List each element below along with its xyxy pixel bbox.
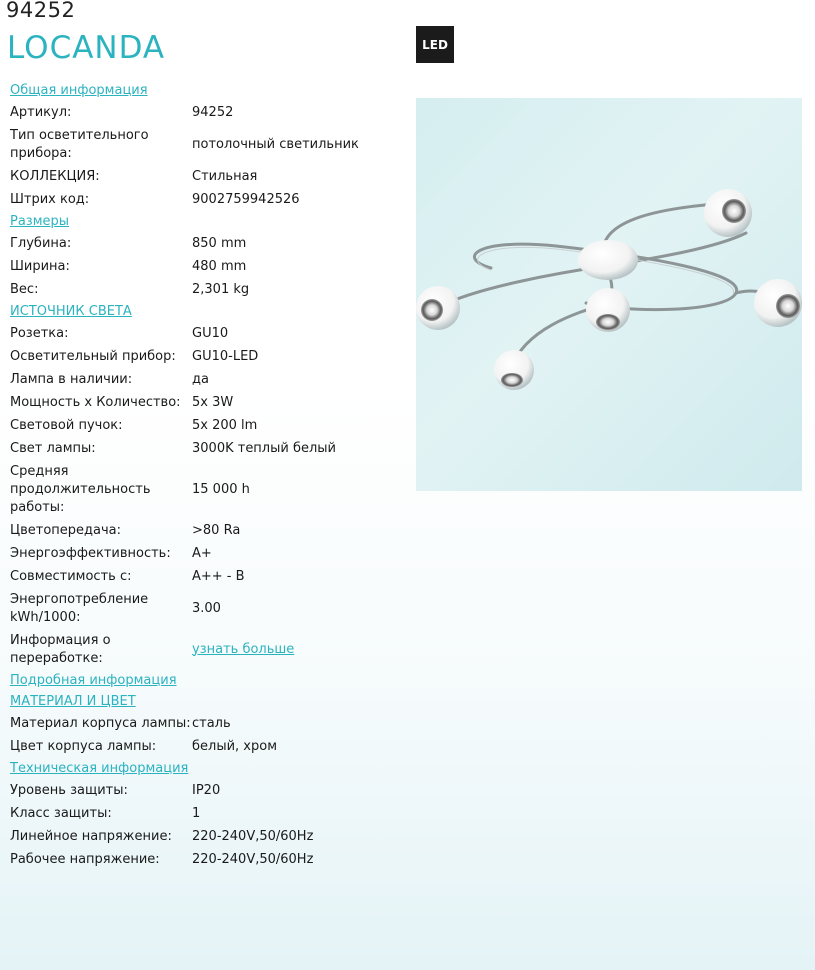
- spec-row: [10, 519, 410, 542]
- spec-label: Информация о переработке:: [10, 632, 111, 666]
- spec-value: 15 000 h: [192, 481, 250, 497]
- spec-row: [10, 368, 410, 391]
- spec-row: [10, 848, 410, 871]
- spec-label: Осветительный прибор:: [10, 348, 176, 364]
- section-link-3[interactable]: Подробная информация: [10, 673, 177, 688]
- spec-row: [10, 255, 410, 278]
- section-link-0[interactable]: Общая информация: [10, 83, 148, 98]
- spec-label: Цветопередача:: [10, 522, 122, 538]
- spec-row: [10, 165, 410, 188]
- spec-label: Розетка:: [10, 325, 69, 341]
- article-number: 94252: [6, 0, 76, 22]
- spec-row: [10, 712, 410, 735]
- spec-row: [10, 825, 410, 848]
- spec-value: A+: [192, 545, 212, 561]
- spec-label: Ширина:: [10, 258, 70, 274]
- spec-label: Свет лампы:: [10, 440, 96, 456]
- spec-value: 3.00: [192, 600, 221, 616]
- spec-row: [10, 322, 410, 345]
- ceiling-lamp-image: [416, 98, 802, 491]
- spec-value: A++ - B: [192, 568, 245, 584]
- spec-value: GU10: [192, 325, 229, 341]
- spec-row: [10, 802, 410, 825]
- spec-label: Класс защиты:: [10, 805, 112, 821]
- spec-row: [10, 735, 410, 758]
- spec-value: IP20: [192, 782, 221, 798]
- spec-row: [10, 188, 410, 211]
- spec-row: [10, 345, 410, 368]
- spec-label: Мощность x Количество:: [10, 394, 181, 410]
- spec-value: да: [192, 371, 209, 387]
- spec-label: Совместимость с:: [10, 568, 132, 584]
- led-badge: LED: [416, 26, 454, 63]
- spec-value: 94252: [192, 104, 234, 120]
- spec-value: 1: [192, 805, 201, 821]
- spec-label: Материал корпуса лампы:: [10, 715, 191, 731]
- section-link-5[interactable]: Техническая информация: [10, 761, 189, 776]
- spec-row: [10, 101, 410, 124]
- spec-row: [10, 232, 410, 255]
- spec-row: [10, 437, 410, 460]
- spec-row: [10, 278, 410, 301]
- spec-row: [10, 565, 410, 588]
- section-link-2[interactable]: ИСТОЧНИК СВЕТА: [10, 304, 132, 319]
- spec-label: Лампа в наличии:: [10, 371, 133, 387]
- spec-value: 5x 3W: [192, 394, 234, 410]
- spec-row: [10, 391, 410, 414]
- section-link-4[interactable]: МАТЕРИАЛ И ЦВЕТ: [10, 694, 136, 709]
- spec-label: Артикул:: [10, 104, 72, 120]
- spec-value: 2,301 kg: [192, 281, 250, 297]
- spec-label: Глубина:: [10, 235, 72, 251]
- recycling-info-link[interactable]: узнать больше: [192, 641, 295, 657]
- spec-label: Средняя продолжительность работы:: [10, 463, 151, 515]
- spec-label: Уровень защиты:: [10, 782, 128, 798]
- spec-label: Цвет корпуса лампы:: [10, 738, 157, 754]
- spec-value: 9002759942526: [192, 191, 300, 207]
- spec-value: 3000K теплый белый: [192, 440, 337, 456]
- spec-row: [10, 588, 410, 629]
- product-photo: [416, 98, 802, 491]
- spec-row: [10, 460, 410, 519]
- spec-value: >80 Ra: [192, 522, 241, 538]
- spec-label: Штрих код:: [10, 191, 90, 207]
- spec-label: КОЛЛЕКЦИЯ:: [10, 168, 100, 184]
- spec-value: 5x 200 lm: [192, 417, 258, 433]
- spec-label: Вес:: [10, 281, 39, 297]
- spec-value: 850 mm: [192, 235, 247, 251]
- spec-label: Линейное напряжение:: [10, 828, 172, 844]
- spec-row: [10, 779, 410, 802]
- spec-value: 480 mm: [192, 258, 247, 274]
- spec-value: GU10-LED: [192, 348, 259, 364]
- spec-row: [10, 414, 410, 437]
- spec-row: [10, 124, 410, 165]
- spec-label: Энергоэффективность:: [10, 545, 171, 561]
- spec-label: Энергопотребление kWh/1000:: [10, 591, 149, 625]
- spec-value: белый, хром: [192, 738, 278, 754]
- spec-value: 220-240V,50/60Hz: [192, 851, 314, 867]
- spec-table: [10, 80, 410, 871]
- spec-value: [192, 641, 410, 659]
- spec-label: Рабочее напряжение:: [10, 851, 160, 867]
- section-link-1[interactable]: Размеры: [10, 214, 70, 229]
- spec-value: потолочный светильник: [192, 136, 359, 152]
- spec-row: [10, 629, 410, 670]
- spec-value: Стильная: [192, 168, 258, 184]
- spec-label: Световой пучок:: [10, 417, 123, 433]
- spec-value: 220-240V,50/60Hz: [192, 828, 314, 844]
- spec-value: сталь: [192, 715, 231, 731]
- spec-label: Тип осветительного прибора:: [10, 127, 149, 161]
- spec-row: [10, 542, 410, 565]
- product-name: LOCANDA: [7, 30, 166, 66]
